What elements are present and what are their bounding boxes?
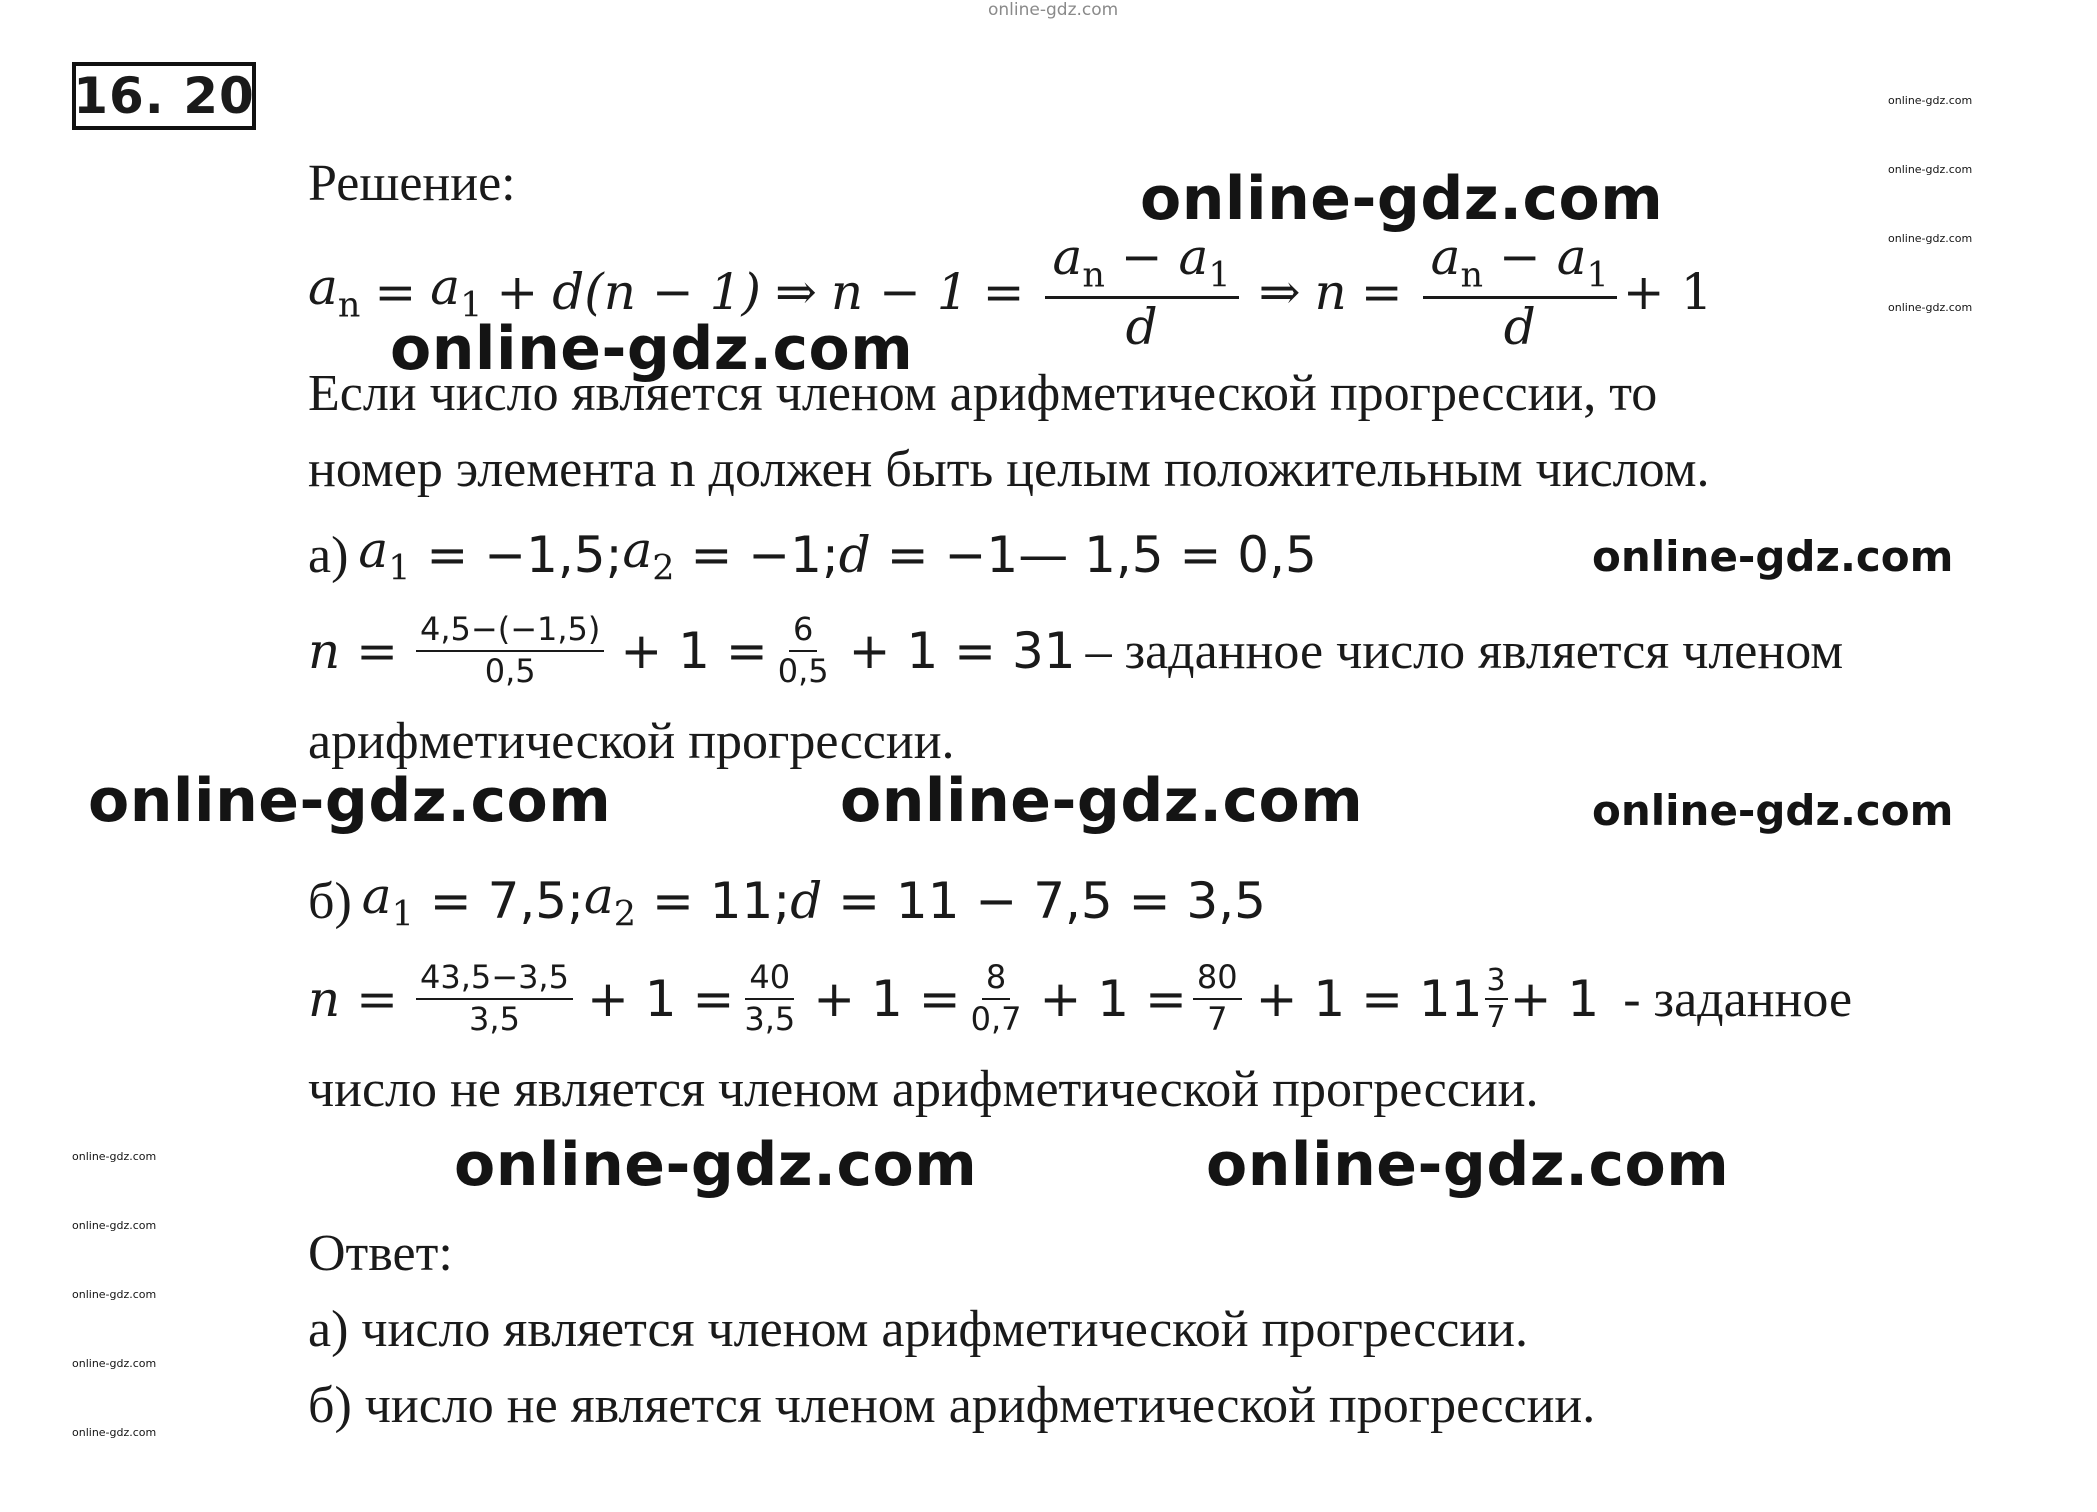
watermark-small: online-gdz.com	[72, 1357, 157, 1370]
part-b-conclusion: число не является членом арифметической прогрессии.	[308, 1061, 1539, 1118]
problem-number-box	[72, 62, 256, 130]
watermark-small: online-gdz.com	[72, 1288, 157, 1301]
watermark-small: online-gdz.com	[72, 1150, 157, 1163]
watermark-large: online-gdz.com	[88, 766, 612, 836]
part-a-computation: n = $\frac{4,5-(-1,5)}{0,5}$ + 1 = $\frac{6}{0,5}$ + 1 = 31 – заданное число является членом	[308, 610, 1844, 690]
watermark-large: online-gdz.com	[1140, 164, 1664, 234]
watermark-top: online-gdz.com	[988, 0, 1119, 20]
fraction: $\frac{6}{0,5}$	[777, 610, 829, 690]
part-a-given: а) $a_1$ = −1,5; $a_2$ = −1; d = −1— 1,5 = 0,5	[308, 521, 1317, 589]
part-b-computation: n = $\frac{43,5-3,5}{3,5}$ + 1 = $\frac{40}{3,5}$ + 1 = $\frac{8}{0,7}$ + 1 = $\frac{80}{7}$ + 1 = 11 $\frac{3}{7}$ + 1 - заданное	[308, 958, 1853, 1038]
fraction-an-a1-over-d: $\frac{a_n - a_1}{d}$	[1423, 231, 1617, 354]
watermark-large: online-gdz.com	[390, 314, 914, 384]
watermark-small: online-gdz.com	[72, 1426, 157, 1439]
solution-label: Решение:	[308, 155, 516, 212]
fraction: $\frac{4,5-(-1,5)}{0,5}$	[416, 613, 604, 688]
fraction: $\frac{80}{7}$	[1193, 961, 1242, 1036]
watermark-small: online-gdz.com	[1888, 301, 1973, 314]
watermark-medium: online-gdz.com	[1592, 786, 1954, 835]
watermark-large: online-gdz.com	[454, 1130, 978, 1200]
paragraph-line-2: номер элемента n должен быть целым положительным числом.	[308, 441, 1710, 498]
answer-a: а) число является членом арифметической прогрессии.	[308, 1301, 1528, 1358]
answer-b: б) число не является членом арифметической прогрессии.	[308, 1377, 1596, 1434]
part-b-given: б) $a_1$ = 7,5; $a_2$ = 11; d = 11 − 7,5 = 3,5	[308, 867, 1266, 935]
mixed-fraction: $\frac{3}{7}$	[1486, 962, 1506, 1035]
fraction: $\frac{43,5-3,5}{3,5}$	[416, 961, 573, 1036]
watermark-medium: online-gdz.com	[1592, 532, 1954, 581]
part-a-conclusion: арифметической прогрессии.	[308, 713, 955, 770]
watermark-large: online-gdz.com	[840, 766, 1364, 836]
fraction: $\frac{8}{0,7}$	[970, 958, 1022, 1038]
fraction: $\frac{40}{3,5}$	[744, 958, 796, 1038]
watermark-small: online-gdz.com	[1888, 163, 1973, 176]
watermark-small: online-gdz.com	[1888, 232, 1973, 245]
fraction-an-a1-over-d: $\frac{a_n - a_1}{d}$	[1045, 231, 1239, 354]
answer-label: Ответ:	[308, 1225, 453, 1282]
problem-number: 16. 20	[73, 67, 255, 125]
watermark-small: online-gdz.com	[1888, 94, 1973, 107]
watermark-small: online-gdz.com	[72, 1219, 157, 1232]
general-formula: $a_n$ = $a_1$ + d(n − 1) ⇒ n − 1 = $\frac{a_n - a_1}{d}$ ⇒ n = $\frac{a_n - a_1}{d}$ + 1	[308, 227, 1713, 356]
watermark-large: online-gdz.com	[1206, 1130, 1730, 1200]
paragraph-line-1: Если число является членом арифметической прогрессии, то	[308, 365, 1658, 422]
